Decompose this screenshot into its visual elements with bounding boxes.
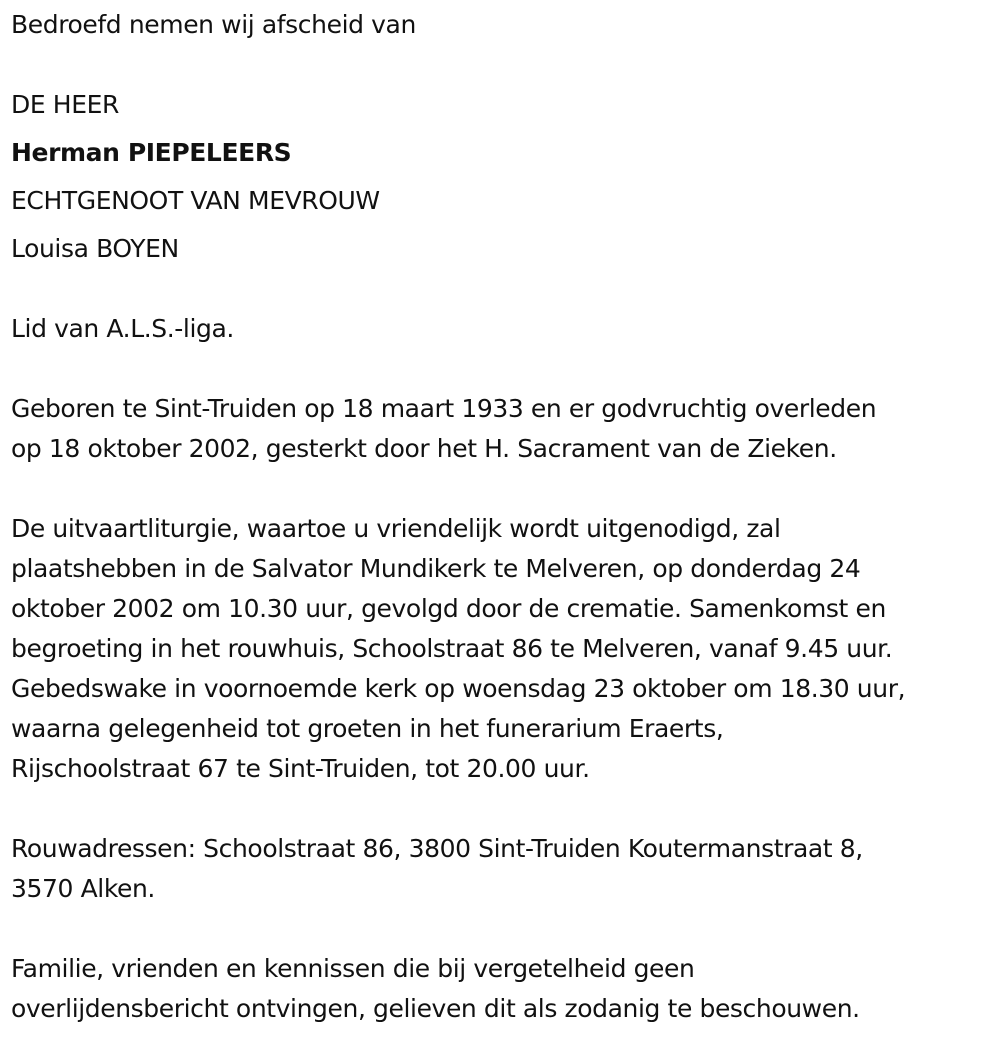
funeral-line-7: Rijschoolstraat 67 te Sint-Truiden, tot 20.00 uur. (11, 754, 590, 783)
funeral-line-3: oktober 2002 om 10.30 uur, gevolgd door de crematie. Samenkomst en (11, 594, 886, 623)
spouse-prefix: ECHTGENOOT VAN MEVROUW (11, 186, 380, 215)
deceased-name: Herman PIEPELEERS (11, 138, 292, 167)
funeral-line-6: waarna gelegenheid tot groeten in het funerarium Eraerts, (11, 714, 724, 743)
birth-death-line-2: op 18 oktober 2002, gesterkt door het H. Sacrament van de Zieken. (11, 434, 837, 463)
address-line-1: Rouwadressen: Schoolstraat 86, 3800 Sint-Truiden Koutermanstraat 8, (11, 834, 863, 863)
intro-line: Bedroefd nemen wij afscheid van (11, 10, 416, 39)
title-prefix: DE HEER (11, 90, 119, 119)
closing-line-2: overlijdensbericht ontvingen, gelieven dit als zodanig te beschouwen. (11, 994, 860, 1023)
funeral-line-5: Gebedswake in voornoemde kerk op woensdag 23 oktober om 18.30 uur, (11, 674, 906, 703)
membership-line: Lid van A.L.S.-liga. (11, 314, 234, 343)
funeral-line-1: De uitvaartliturgie, waartoe u vriendelijk wordt uitgenodigd, zal (11, 514, 781, 543)
birth-death-line-1: Geboren te Sint-Truiden op 18 maart 1933 en er godvruchtig overleden (11, 394, 877, 423)
funeral-line-2: plaatshebben in de Salvator Mundikerk te Melveren, op donderdag 24 (11, 554, 861, 583)
closing-line-1: Familie, vrienden en kennissen die bij vergetelheid geen (11, 954, 695, 983)
address-line-2: 3570 Alken. (11, 874, 155, 903)
spouse-name: Louisa BOYEN (11, 234, 179, 263)
funeral-line-4: begroeting in het rouwhuis, Schoolstraat 86 te Melveren, vanaf 9.45 uur. (11, 634, 893, 663)
